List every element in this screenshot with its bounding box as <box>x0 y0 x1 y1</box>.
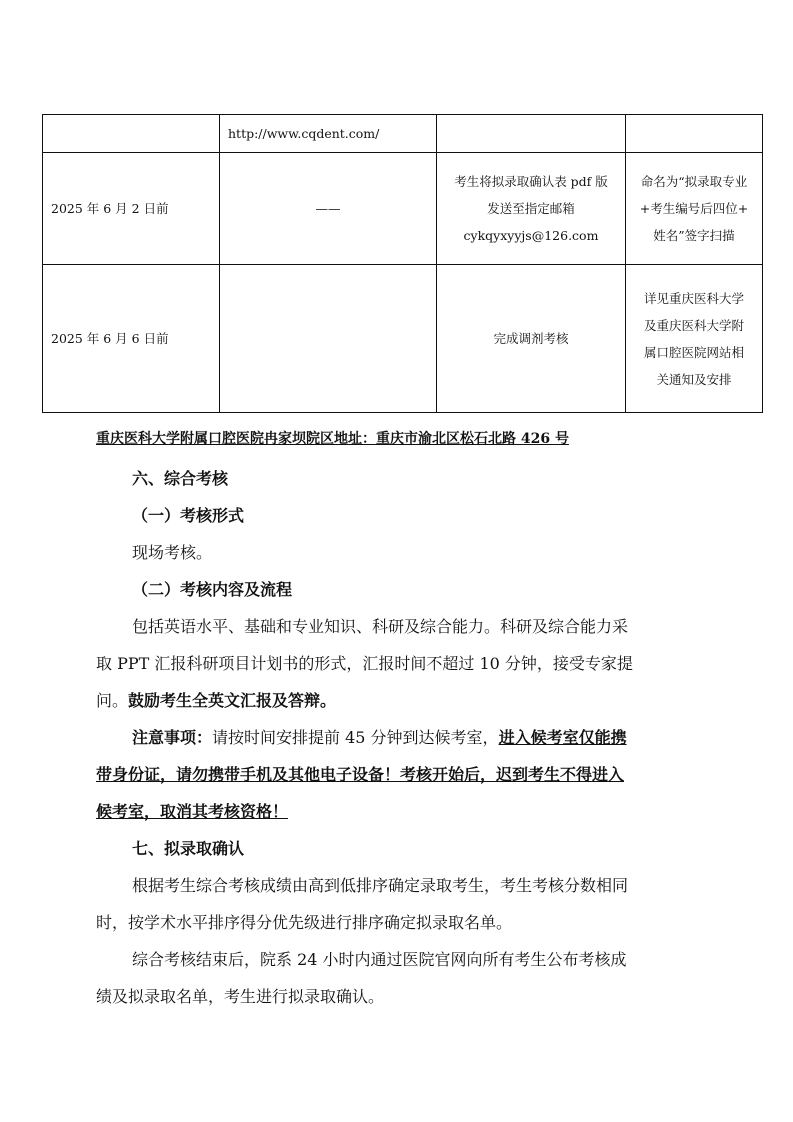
note-line: 属口腔医院网站相 <box>643 344 744 360</box>
action-line: 考生将拟录取确认表 pdf 版 <box>454 174 608 189</box>
website-cell: —— <box>220 153 437 265</box>
note-line: +考生编号后四位+ <box>639 201 749 216</box>
note-line: 关通知及安排 <box>656 371 732 387</box>
website-cell <box>220 265 437 413</box>
notice-warning: 候考室，取消其考核资格！ <box>96 802 289 821</box>
date-cell <box>43 115 220 153</box>
note-line: 命名为“拟录取专业 <box>640 174 748 189</box>
date-cell: 2025 年 6 月 6 日前 <box>43 265 220 413</box>
table-row <box>43 265 763 413</box>
subsection-heading: （一）考核形式 <box>132 506 245 525</box>
action-cell <box>437 115 626 153</box>
body-text <box>96 460 724 1015</box>
paragraph-text: 问。 <box>96 691 129 710</box>
paragraph-line: 现场考核。 <box>132 543 213 562</box>
campus-address: 重庆医科大学附属口腔医院冉家坝院区地址：重庆市渝北区松石北路 426 号 <box>96 431 569 447</box>
schedule-table <box>42 114 763 413</box>
action-line: 完成调剂考核 <box>493 331 569 346</box>
notice-line <box>96 719 724 756</box>
notice-warning: 带身份证，请勿携带手机及其他电子设备！考核开始后，迟到考生不得进入 <box>96 765 625 784</box>
table-row <box>43 153 763 265</box>
paragraph-line: 时，按学术水平排序得分优先级进行排序确定拟录取名单。 <box>96 913 513 932</box>
action-cell <box>437 265 626 413</box>
paragraph-line <box>96 682 724 719</box>
note-cell <box>626 265 763 413</box>
notice-label: 注意事项： <box>132 728 213 747</box>
note-line: 详见重庆医科大学 <box>643 290 744 306</box>
subsection-heading: （二）考核内容及流程 <box>132 580 293 599</box>
notice-warning: 进入候考室仅能携 <box>498 728 627 747</box>
action-cell <box>437 153 626 265</box>
paragraph-line: 包括英语水平、基础和专业知识、科研及综合能力。科研及综合能力采 <box>132 617 629 636</box>
paragraph-line: 绩及拟录取名单，考生进行拟录取确认。 <box>96 987 385 1006</box>
note-cell <box>626 115 763 153</box>
paragraph-line: 根据考生综合考核成绩由高到低排序确定录取考生，考生考核分数相同 <box>132 876 629 895</box>
paragraph-line: 综合考核结束后，院系 24 小时内通过医院官网向所有考生公布考核成 <box>132 950 627 969</box>
paragraph-line: 取 PPT 汇报科研项目计划书的形式，汇报时间不超过 10 分钟，接受专家提 <box>96 654 633 673</box>
note-cell <box>626 153 763 265</box>
website-link[interactable]: http://www.cqdent.com/ <box>220 115 437 153</box>
section-heading: 七、拟录取确认 <box>132 839 245 858</box>
emphasis-text: 鼓励考生全英文汇报及答辩。 <box>128 691 337 710</box>
note-line: 姓名”签字扫描 <box>653 228 735 243</box>
table-row <box>43 115 763 153</box>
section-heading: 六、综合考核 <box>132 469 229 488</box>
email-address[interactable]: cykqyxyyjs@126.com <box>463 228 599 243</box>
date-cell: 2025 年 6 月 2 日前 <box>43 153 220 265</box>
note-line: 及重庆医科大学附 <box>643 317 744 333</box>
notice-text: 请按时间安排提前 45 分钟到达候考室， <box>212 728 499 747</box>
action-line: 发送至指定邮箱 <box>487 201 575 216</box>
